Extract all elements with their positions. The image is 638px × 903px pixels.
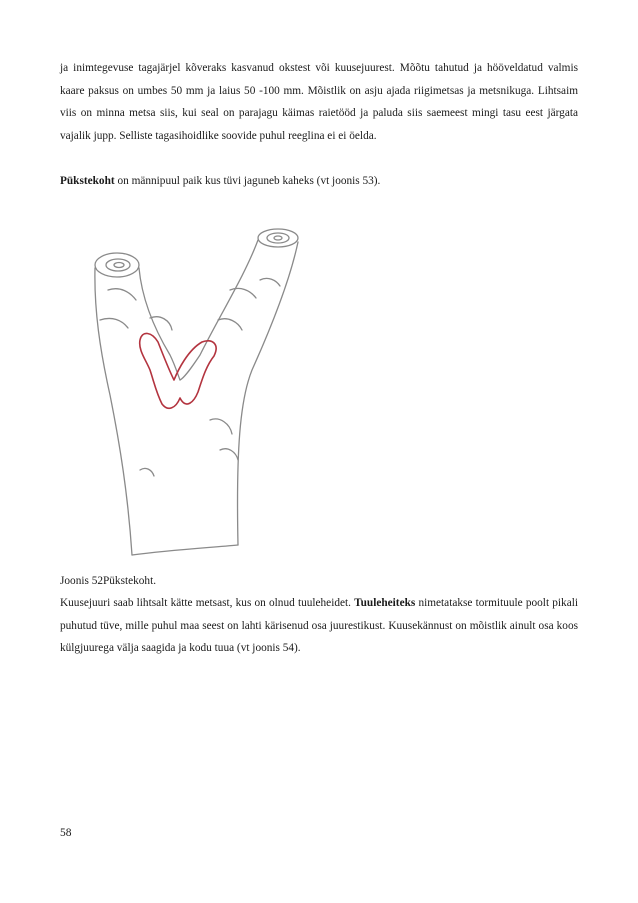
body-paragraph-3 xyxy=(60,592,578,660)
paragraph-2-text: on männipuul paik kus tüvi jaguneb kaheks (vt joonis 53). xyxy=(114,175,381,187)
term-pukstekoht: Pükstekoht xyxy=(60,175,115,187)
body-paragraph-1: ja inimtegevuse tagajärjel kõveraks kasvanud okstest või kuusejuurest. Mõõtu tahutud ja hööveldatud valmis kaare paksus on umbes 50 mm ja laius 50 -100 mm. Mõistlik on asju ajada riigimetsas ja metsnikuga. Lihtsaim viis on minna metsa siis, kui seal on parajagu käimas raietööd ja paluda siis saemeest mingi tasu eest järgata vajalik jupp. Selliste tagasihoidlike soovide puhul reeglina ei ei öelda. xyxy=(60,62,578,142)
trunk-outline xyxy=(95,229,298,555)
page-number: 58 xyxy=(60,827,72,839)
right-cut-end xyxy=(258,229,298,247)
left-cut-end xyxy=(95,253,139,277)
paragraph-3-text-before: Kuusejuuri saab lihtsalt kätte metsast, kus on olnud tuuleheidet. xyxy=(60,597,355,609)
forked-trunk-drawing xyxy=(80,220,340,560)
paragraph-3-text-after: nimetatakse tormituule poolt pikali puhutud tüve, mille puhul maa seest on lahti kärisenud osa juurestikust. Kuusekännust on mõistlik ainult osa koos külgjuurega välja saagida ja kodu tuua (vt joonis 54). xyxy=(60,597,578,654)
body-paragraph-2 xyxy=(60,170,578,193)
figure-caption: Joonis 52Pükstekoht. xyxy=(60,575,157,587)
figure-forked-trunk xyxy=(80,220,340,560)
term-tuuleheiteks: Tuuleheiteks xyxy=(354,597,416,609)
